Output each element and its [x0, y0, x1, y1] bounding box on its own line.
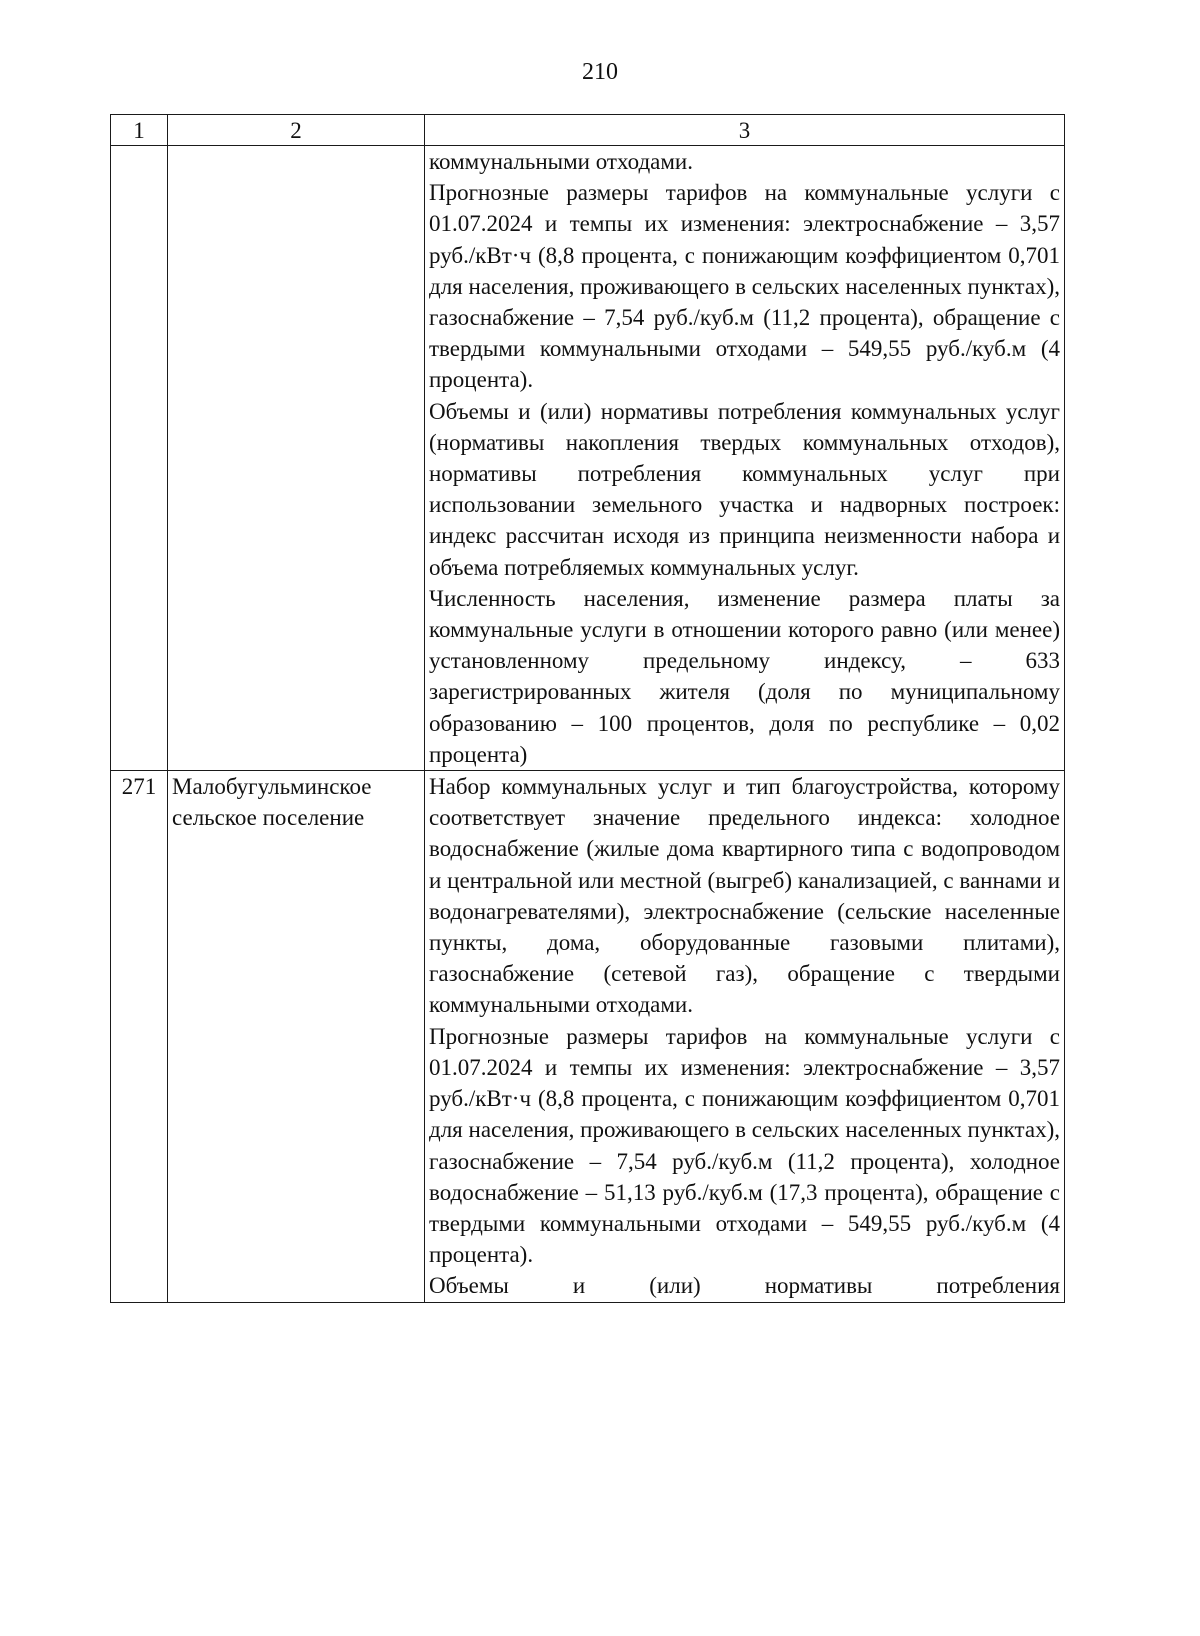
header-cell-2: 2	[168, 115, 425, 146]
description-cell	[425, 146, 1065, 771]
row-number-cell	[111, 146, 168, 771]
table-row	[111, 771, 1065, 1302]
description-paragraph: коммунальными отходами.	[429, 149, 693, 174]
description-paragraph: Набор коммунальных услуг и тип благоустройства, которому соответствует значение предельного индекса: холодное водоснабжение (жилые дома квартирного типа с водопроводом и центральной или местной (выгреб) канализацией, с ваннами и водонагревателями), электроснабжение (сельские населенные пункты, дома, оборудованные газовыми плитами), газоснабжение (сетевой газ), обращение с твердыми коммунальными отходами.	[429, 774, 1060, 1018]
settlement-name-cell	[168, 146, 425, 771]
table-header-row	[111, 115, 1065, 146]
description-cell	[425, 771, 1065, 1302]
description-paragraph: Прогнозные размеры тарифов на коммунальные услуги с 01.07.2024 и темпы их изменения: электроснабжение – 3,57 руб./кВт·ч (8,8 процента, с понижающим коэффициентом 0,701 для населения, проживающего в сельских населенных пунктах), газоснабжение – 7,54 руб./куб.м (11,2 процента), холодное водоснабжение – 51,13 руб./куб.м (17,3 процента), обращение с твердыми коммунальными отходами – 549,55 руб./куб.м (4 процента).	[429, 1023, 1060, 1268]
row-number-cell: 271	[111, 771, 168, 1302]
table-row	[111, 146, 1065, 771]
description-paragraph: Численность населения, изменение размера платы за коммунальные услуги в отношении которого равно (или менее) установленному предельному индексу, – 633 зарегистрированных жителя (доля по муниципальному образованию – 100 процентов, доля по республике – 0,02 процента)	[429, 585, 1060, 767]
header-cell-3: 3	[425, 115, 1065, 146]
document-table	[110, 114, 1065, 1303]
description-paragraph: Объемы и (или) нормативы потребления	[429, 1273, 1060, 1299]
description-paragraph: Объемы и (или) нормативы потребления коммунальных услуг (нормативы накопления твердых коммунальных отходов), нормативы потребления коммунальных услуг при использовании земельного участка и надворных построек: индекс рассчитан исходя из принципа неизменности набора и объема потребляемых коммунальных услуг.	[429, 398, 1060, 580]
header-cell-1: 1	[111, 115, 168, 146]
settlement-name-cell: Малобугульминское сельское поселение	[168, 771, 425, 1302]
description-paragraph: Прогнозные размеры тарифов на коммунальные услуги с 01.07.2024 и темпы их изменения: электроснабжение – 3,57 руб./кВт·ч (8,8 процента, с понижающим коэффициентом 0,701 для населения, проживающего в сельских населенных пунктах), газоснабжение – 7,54 руб./куб.м (11,2 процента), обращение с твердыми коммунальными отходами – 549,55 руб./куб.м (4 процента).	[429, 180, 1060, 393]
page-number: 210	[582, 59, 618, 85]
